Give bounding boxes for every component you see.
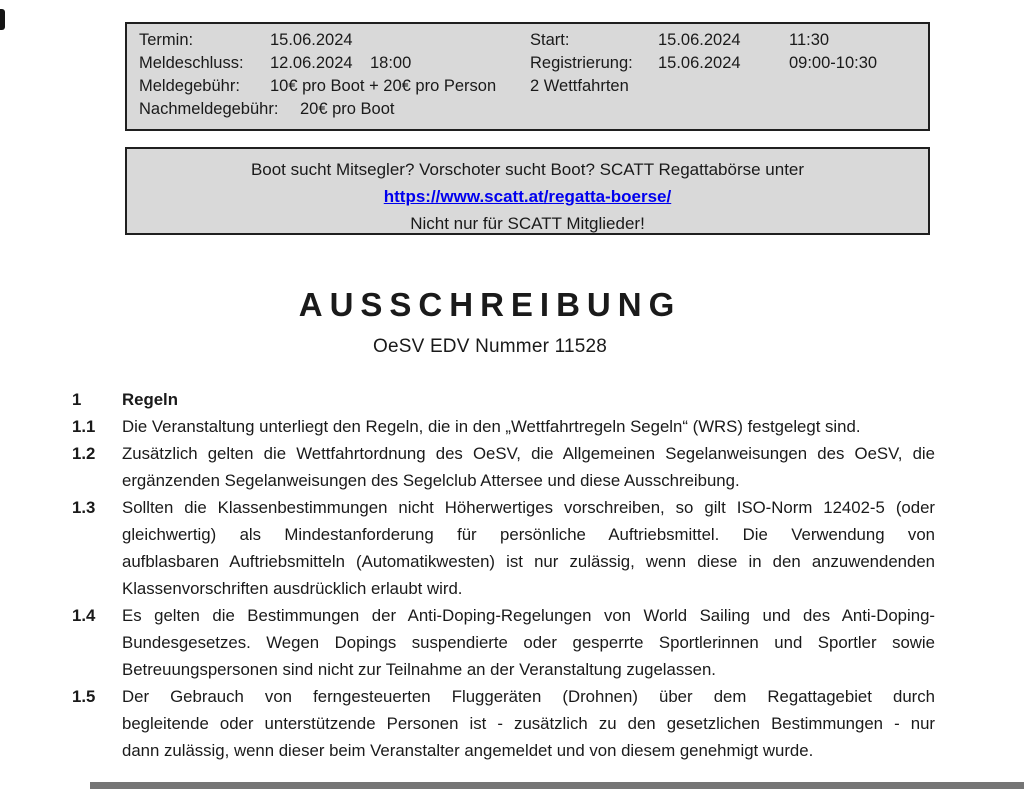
regattaboerse-link[interactable]: https://www.scatt.at/regatta-boerse/ xyxy=(383,187,672,206)
rule-1-5 xyxy=(72,683,935,764)
rule-text-line: aufblasbaren Auftriebsmitteln (Automatikwesten) ist nur zulässig, wenn diese in den anzuwendenden xyxy=(122,552,935,571)
rule-text-line: Die Veranstaltung unterliegt den Regeln, die in den „Wettfahrtregeln Segeln“ (WRS) festgelegt sind. xyxy=(122,417,861,436)
rule-text-line: gleichwertig) als Mindestanforderung für persönliche Auftriebsmittel. Die Verwendung von xyxy=(122,525,935,544)
bottom-edge-bar xyxy=(90,782,1024,789)
meldeschluss-time: 18:00 xyxy=(370,54,412,72)
rule-number: 1.2 xyxy=(72,444,96,463)
rule-number: 1.4 xyxy=(72,606,96,625)
page-subtitle: OeSV EDV Nummer 11528 xyxy=(372,336,608,357)
section-heading-row xyxy=(72,386,935,413)
page-title: AUSSCHREIBUNG xyxy=(298,286,682,323)
regattaboerse-box xyxy=(125,147,930,235)
rule-text-line: Klassenvorschriften ausdrücklich erlaubt wird. xyxy=(122,579,463,598)
start-label: Start: xyxy=(530,31,570,49)
wettfahrten-count: 2 Wettfahrten xyxy=(530,77,629,95)
registrierung-time: 09:00-10:30 xyxy=(789,54,878,72)
nachmeldegebuehr-value: 20€ pro Boot xyxy=(300,100,395,118)
rule-text-line: dann zulässig, wenn dieser beim Veranstalter angemeldet und von diesem genehmigt wurde. xyxy=(122,741,814,760)
regattaboerse-line1: Boot sucht Mitsegler? Vorschoter sucht Boot? SCATT Regattabörse unter xyxy=(250,160,805,179)
title-block xyxy=(0,287,980,358)
rule-text-line: Der Gebrauch von ferngesteuerten Fluggeräten (Drohnen) über dem Regattagebiet durch xyxy=(122,687,935,706)
nachmeldegebuehr-label: Nachmeldegebühr: xyxy=(139,100,279,118)
rule-text-line: Sollten die Klassenbestimmungen nicht Höherwertiges vorschreiben, so gilt ISO-Norm 12402-5 (oder xyxy=(122,498,935,517)
section-number: 1 xyxy=(72,390,82,409)
registrierung-label: Registrierung: xyxy=(530,54,633,72)
regattaboerse-line3: Nicht nur für SCATT Mitglieder! xyxy=(410,214,645,233)
rule-text-line: Bundesgesetzes. Wegen Dopings suspendierte oder gesperrte Sportlerinnen und Sportler sowie xyxy=(122,633,935,652)
rule-text-line: begleitende oder unterstützende Personen ist - zusätzlich zu den gesetzlichen Bestimmungen - nur xyxy=(122,714,935,733)
rule-1-1 xyxy=(72,413,935,440)
termin-value: 15.06.2024 xyxy=(270,31,353,49)
start-time: 11:30 xyxy=(789,31,830,49)
rule-1-4 xyxy=(72,602,935,683)
rule-text-line: Zusätzlich gelten die Wettfahrtordnung des OeSV, die Allgemeinen Segelanweisungen des OeSV, die xyxy=(122,444,935,463)
start-date: 15.06.2024 xyxy=(658,31,741,49)
meldegebuehr-value: 10€ pro Boot + 20€ pro Person xyxy=(270,77,497,95)
rule-text-line: Es gelten die Bestimmungen der Anti-Doping-Regelungen von World Sailing und des Anti-Doping- xyxy=(122,606,935,625)
rule-1-2 xyxy=(72,440,935,494)
rule-text-line: ergänzenden Segelanweisungen des Segelclub Attersee und diese Ausschreibung. xyxy=(122,471,740,490)
event-info-box xyxy=(125,22,930,131)
rule-number: 1.5 xyxy=(72,687,96,706)
rule-number: 1.3 xyxy=(72,498,96,517)
meldeschluss-date: 12.06.2024 xyxy=(270,54,353,72)
page-edge-mark xyxy=(0,9,5,30)
section-heading: Regeln xyxy=(122,390,178,409)
meldeschluss-label: Meldeschluss: xyxy=(139,54,244,72)
rules-section xyxy=(72,386,935,764)
registrierung-date: 15.06.2024 xyxy=(658,54,741,72)
rule-number: 1.1 xyxy=(72,417,96,436)
rule-text-line: Betreuungspersonen sind nicht zur Teilnahme an der Veranstaltung zugelassen. xyxy=(122,660,716,679)
rule-1-3 xyxy=(72,494,935,602)
meldegebuehr-label: Meldegebühr: xyxy=(139,77,240,95)
termin-label: Termin: xyxy=(139,31,194,49)
